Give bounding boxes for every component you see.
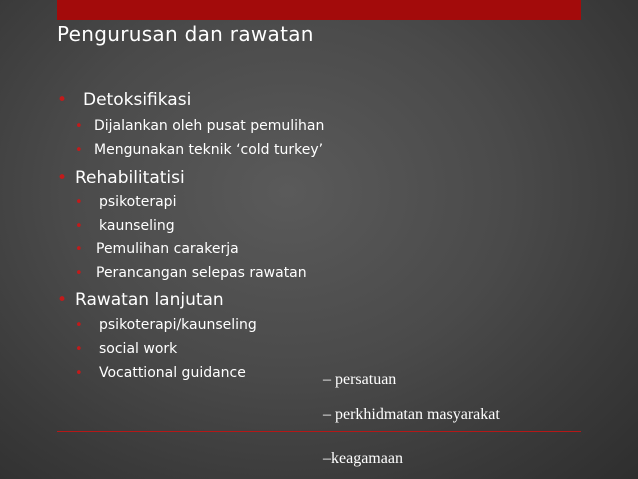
list-item-label: Pemulihan carakerja <box>96 241 239 257</box>
bullet-icon: • <box>75 143 83 158</box>
list-item-label: Dijalankan oleh pusat pemulihan <box>94 118 325 134</box>
extra-item-perkhidmatan-masyarakat: – perkhidmatan masyarakat <box>323 406 500 423</box>
bullet-icon: • <box>75 195 83 210</box>
list-item-label: psikoterapi/kaunseling <box>99 317 257 333</box>
extra-item-persatuan: – persatuan <box>323 371 397 388</box>
bullet-icon: • <box>75 242 83 257</box>
divider-line <box>57 431 581 432</box>
list-item-label: psikoterapi <box>99 194 177 210</box>
bullet-icon: • <box>57 168 68 188</box>
list-item-label: social work <box>99 341 178 357</box>
bullet-icon: • <box>57 90 68 110</box>
section-label: Detoksifikasi <box>83 90 192 110</box>
bullet-icon: • <box>75 342 83 357</box>
bullet-icon: • <box>57 290 68 310</box>
list-item-label: Mengunakan teknik ‘cold turkey’ <box>94 142 324 158</box>
list-item-label: Vocattional guidance <box>99 365 246 381</box>
list-item-label: Perancangan selepas rawatan <box>96 265 307 281</box>
extra-item-keagamaan: –keagamaan <box>323 450 403 467</box>
bullet-icon: • <box>75 366 83 381</box>
bullet-icon: • <box>75 318 83 333</box>
section-label: Rehabilitatisi <box>75 168 185 188</box>
slide-title: Pengurusan dan rawatan <box>57 22 314 46</box>
bullet-icon: • <box>75 266 83 281</box>
section-label: Rawatan lanjutan <box>75 290 224 310</box>
list-item-label: kaunseling <box>99 218 175 234</box>
bullet-icon: • <box>75 119 83 134</box>
bullet-icon: • <box>75 219 83 234</box>
